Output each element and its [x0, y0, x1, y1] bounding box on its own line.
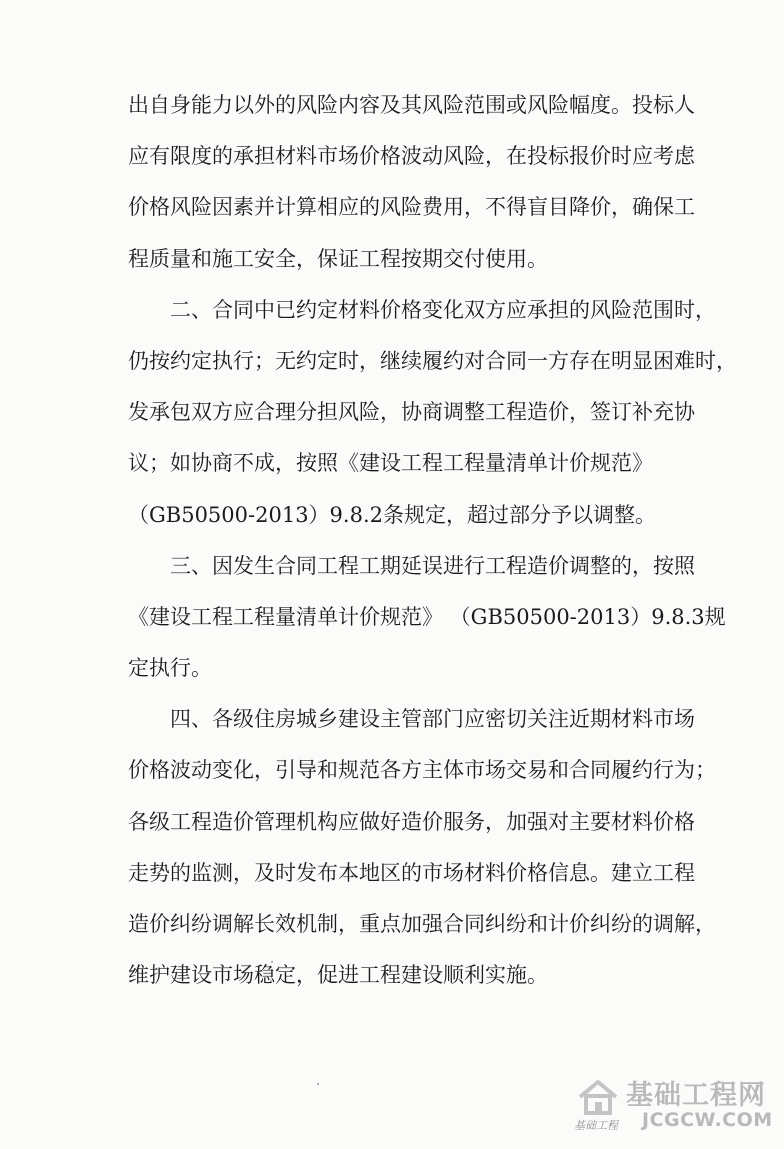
site-watermark	[574, 1073, 774, 1135]
scan-speck	[317, 1083, 319, 1085]
text-line: 造价纠纷调解长效机制，重点加强合同纠纷和计价纠纷的调解，	[128, 912, 716, 936]
house-icon	[576, 1077, 620, 1117]
text-line: 程质量和施工安全，保证工程按期交付使用。	[128, 246, 548, 271]
text-line: 走势的监测，及时发布本地区的市场材料价格信息。建立工程	[128, 860, 695, 885]
watermark-title: 基础工程网	[626, 1080, 766, 1111]
paragraph-4-start: 四、各级住房城乡建设主管部门应密切关注近期材料市场	[170, 707, 695, 732]
text-line: 定执行。	[128, 656, 212, 681]
watermark-url: JCGCW.COM	[642, 1109, 773, 1131]
text-line: 《建设工程工程量清单计价规范》 （GB50500-2013）9.8.3规	[128, 604, 726, 629]
text-line: 出自身能力以外的风险内容及其风险范围或风险幅度。投标人	[128, 93, 695, 117]
text-line: （GB50500-2013）9.8.2条规定，超过部分予以调整。	[128, 502, 656, 527]
document-body	[128, 86, 738, 1007]
text-line: 各级工程造价管理机构应做好造价服务，加强对主要材料价格	[128, 809, 695, 834]
text-line: 价格风险因素并计算相应的风险费用，不得盲目降价，确保工	[128, 195, 695, 220]
text-line: 发承包双方应合理分担风险，协商调整工程造价，签订补充协	[128, 400, 695, 425]
paragraph-2-start: 二、合同中已约定材料价格变化双方应承担的风险范围时，	[170, 297, 716, 322]
text-line: 议；如协商不成，按照《建设工程工程量清单计价规范》	[128, 451, 653, 476]
scan-speck	[271, 961, 273, 963]
watermark-signature: 基础工程	[574, 1119, 618, 1132]
text-line: 应有限度的承担材料市场价格波动风险，在投标报价时应考虑	[128, 144, 695, 169]
paragraph-3-start: 三、因发生合同工程工期延误进行工程造价调整的，按照	[170, 553, 695, 578]
text-line: 维护建设市场稳定，促进工程建设顺利实施。	[128, 963, 548, 988]
text-line: 价格波动变化，引导和规范各方主体市场交易和合同履约行为；	[128, 758, 716, 783]
text-line: 仍按约定执行；无约定时，继续履约对合同一方存在明显困难时，	[128, 348, 737, 373]
